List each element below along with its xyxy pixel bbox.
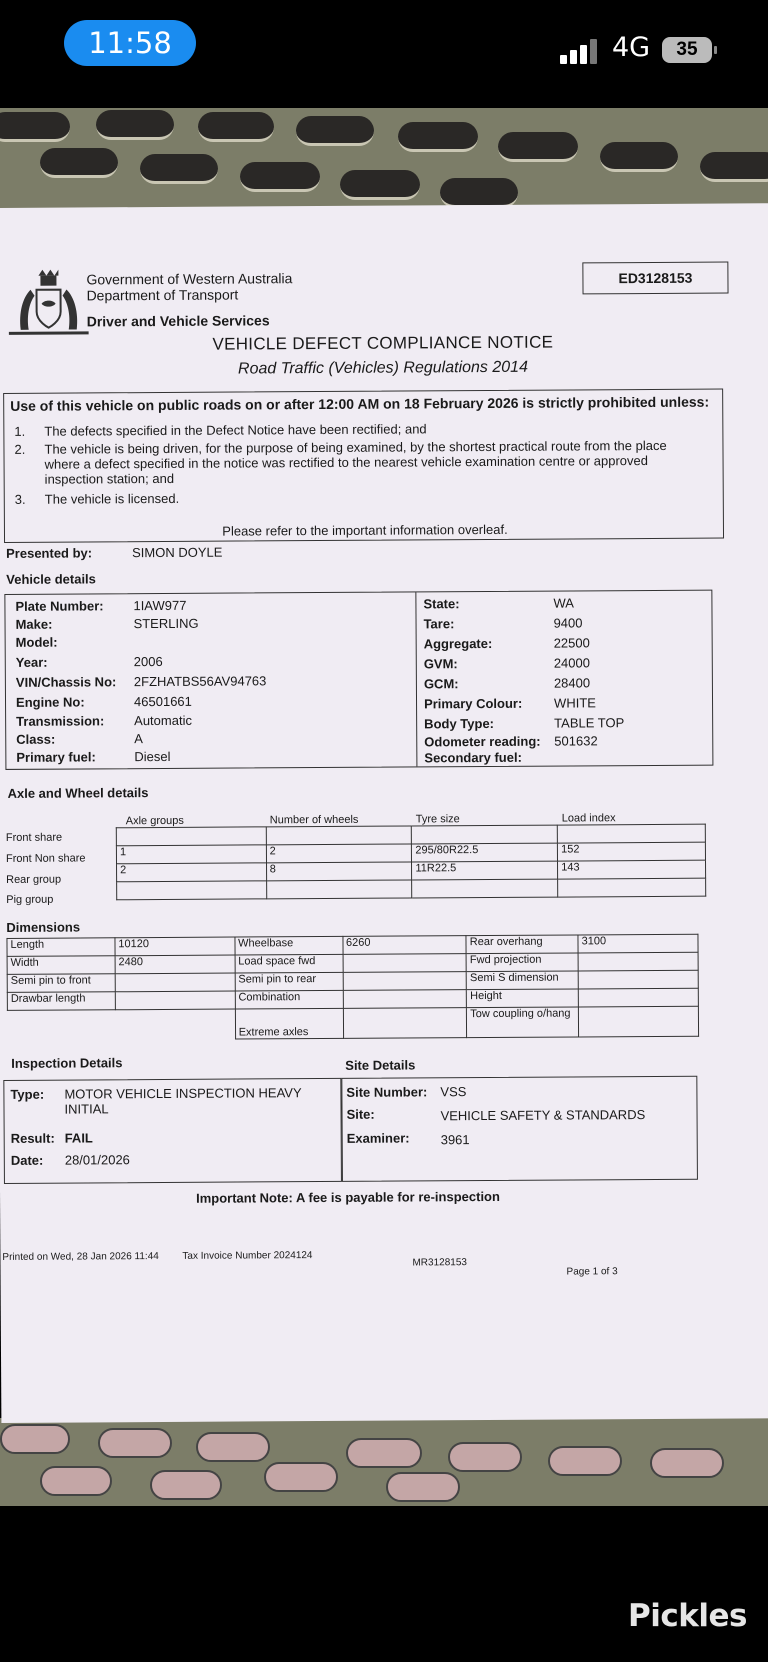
tare-label: Tare: bbox=[423, 616, 455, 632]
table-row: Semi pin to front Semi pin to rear Semi S dimension bbox=[7, 970, 698, 992]
body-type-value: TABLE TOP bbox=[554, 715, 625, 731]
table-row: Width 2480 Load space fwd Fwd projection bbox=[7, 952, 698, 974]
aggregate-label: Aggregate: bbox=[423, 635, 493, 652]
clock-pill[interactable]: 11:58 bbox=[64, 20, 196, 66]
axle-groups-header: Axle groups bbox=[125, 814, 184, 828]
primary-fuel-value: Diesel bbox=[134, 748, 171, 765]
axle-row-label: Rear group bbox=[6, 873, 62, 886]
make-label: Make: bbox=[15, 616, 53, 632]
bench-background-top bbox=[0, 108, 768, 212]
primary-colour-label: Primary Colour: bbox=[423, 695, 523, 712]
gcm-value: 28400 bbox=[553, 675, 591, 691]
restriction-heading: Use of this vehicle on public roads on or after 12:00 AM on 18 February 2026 is strictly prohibited unless: bbox=[10, 393, 710, 414]
notice-subtitle: Road Traffic (Vehicles) Regulations 2014 bbox=[237, 358, 528, 378]
tax-invoice-number: Tax Invoice Number 2024124 bbox=[182, 1250, 313, 1262]
axle-details-heading: Axle and Wheel details bbox=[7, 785, 149, 801]
network-type: 4G bbox=[612, 32, 651, 63]
presented-by-value: SIMON DOYLE bbox=[132, 544, 223, 561]
engine-no-value: 46501661 bbox=[133, 693, 192, 710]
result-label: Result: bbox=[10, 1130, 55, 1146]
vin-label: VIN/Chassis No: bbox=[15, 674, 117, 690]
status-bar bbox=[0, 0, 768, 108]
important-note: Important Note: A fee is payable for re-inspection bbox=[196, 1188, 500, 1206]
inspection-details-box bbox=[3, 1078, 342, 1184]
date-value: 28/01/2026 bbox=[64, 1152, 130, 1168]
primary-colour-value: WHITE bbox=[553, 695, 596, 711]
vehicle-details-divider bbox=[415, 592, 417, 766]
site-label: Site: bbox=[346, 1106, 375, 1122]
division-name: Driver and Vehicle Services bbox=[86, 312, 270, 330]
make-value: STERLING bbox=[133, 615, 199, 632]
load-index-header: Load index bbox=[561, 812, 616, 825]
plate-number-value: 1IAW977 bbox=[133, 597, 187, 614]
axle-row-label: Pig group bbox=[6, 893, 54, 906]
table-row: Extreme axles Tow coupling o/hang bbox=[7, 1006, 698, 1040]
tare-value: 9400 bbox=[553, 615, 583, 631]
result-value: FAIL bbox=[64, 1130, 93, 1146]
transmission-value: Automatic bbox=[134, 712, 192, 729]
class-label: Class: bbox=[16, 731, 56, 747]
year-label: Year: bbox=[15, 654, 48, 670]
tyre-size-header: Tyre size bbox=[415, 813, 460, 826]
page-number: Page 1 of 3 bbox=[566, 1266, 618, 1278]
gvm-label: GVM: bbox=[423, 656, 458, 672]
department-name: Department of Transport bbox=[86, 286, 239, 304]
mr-number: MR3128153 bbox=[412, 1257, 467, 1269]
vehicle-details-box bbox=[4, 590, 713, 770]
notice-title: VEHICLE DEFECT COMPLIANCE NOTICE bbox=[212, 332, 554, 354]
type-value: MOTOR VEHICLE INSPECTION HEAVY INITIAL bbox=[64, 1085, 302, 1117]
defect-notice-document bbox=[0, 203, 768, 1423]
document-id: ED3128153 bbox=[582, 262, 728, 295]
type-label: Type: bbox=[10, 1086, 45, 1102]
class-value: A bbox=[134, 731, 143, 747]
examiner-value: 3961 bbox=[440, 1132, 470, 1148]
vin-value: 2FZHATBS56AV94763 bbox=[133, 673, 267, 690]
axle-table bbox=[116, 824, 706, 901]
site-number-value: VSS bbox=[440, 1084, 467, 1100]
table-row: Length 10120 Wheelbase 6260 Rear overhang 3100 bbox=[7, 934, 698, 956]
axle-row-label: Front Non share bbox=[5, 852, 86, 865]
state-value: WA bbox=[553, 595, 574, 611]
aggregate-value: 22500 bbox=[553, 635, 590, 651]
model-label: Model: bbox=[15, 634, 58, 650]
axle-row-label: Front share bbox=[5, 831, 63, 844]
wheels-header: Number of wheels bbox=[269, 813, 359, 827]
gov-name: Government of Western Australia bbox=[86, 270, 293, 288]
dimensions-table bbox=[6, 934, 699, 1041]
body-type-label: Body Type: bbox=[424, 715, 495, 732]
table-row: 2 8 11R22.5 143 bbox=[117, 860, 706, 882]
site-number-label: Site Number: bbox=[346, 1084, 428, 1100]
gvm-value: 24000 bbox=[553, 655, 590, 671]
pickles-watermark-logo: Pickles bbox=[628, 1598, 747, 1634]
battery-icon: 35 bbox=[662, 37, 712, 63]
gcm-label: GCM: bbox=[423, 676, 459, 692]
presented-by-label: Presented by: bbox=[6, 545, 93, 561]
secondary-fuel-label: Secondary fuel: bbox=[424, 749, 522, 766]
site-details-box bbox=[341, 1076, 698, 1182]
bench-background-bottom bbox=[0, 1418, 768, 1506]
primary-fuel-label: Primary fuel: bbox=[16, 749, 96, 765]
engine-no-label: Engine No: bbox=[15, 694, 85, 710]
cellular-signal-icon bbox=[560, 38, 602, 64]
restriction-box: Use of this vehicle on public roads on or after 12:00 AM on 18 February 2026 is strictly prohibited unless: 1. The defects specified in the Defect Notice have been rectified; and 2. The vehicle is being driven, for the purpose of being examined, by the shortest practical route from the place where a defect specified in the notice was rectified to the nearest vehicle examination centre or approved inspection station; and 3. The vehicle is licensed. Please refer to the important information overleaf. bbox=[3, 389, 724, 543]
date-label: Date: bbox=[10, 1152, 44, 1168]
table-row: 1 2 295/80R22.5 152 bbox=[116, 842, 705, 864]
printed-timestamp: Printed on Wed, 28 Jan 2026 11:44 bbox=[2, 1251, 159, 1263]
wa-coat-of-arms-logo bbox=[8, 267, 88, 337]
overleaf-note: Please refer to the important information overleaf. bbox=[222, 521, 508, 539]
site-value: VEHICLE SAFETY & STANDARDS bbox=[440, 1107, 646, 1124]
site-details-heading: Site Details bbox=[345, 1057, 416, 1073]
dimensions-heading: Dimensions bbox=[6, 919, 81, 935]
table-row: Drawbar length Combination Height bbox=[7, 988, 698, 1010]
table-row bbox=[117, 878, 706, 900]
vehicle-details-heading: Vehicle details bbox=[6, 571, 96, 587]
inspection-details-heading: Inspection Details bbox=[11, 1055, 123, 1071]
year-value: 2006 bbox=[133, 653, 163, 670]
odometer-label: Odometer reading: bbox=[424, 733, 541, 750]
examiner-label: Examiner: bbox=[346, 1130, 410, 1146]
odometer-value: 501632 bbox=[554, 733, 598, 749]
state-label: State: bbox=[423, 596, 460, 612]
plate-number-label: Plate Number: bbox=[15, 598, 104, 614]
transmission-label: Transmission: bbox=[16, 713, 105, 729]
